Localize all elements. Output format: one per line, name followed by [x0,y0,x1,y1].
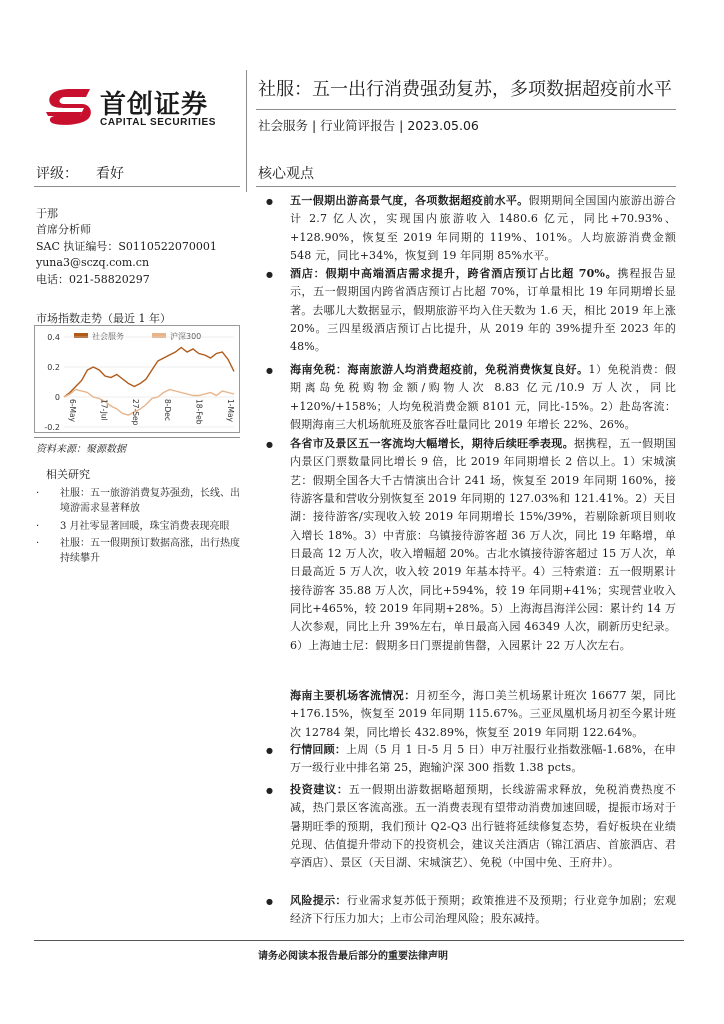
left-rule [34,186,240,187]
footer-rule [34,940,684,941]
x-tick-label: 8-Dec [162,399,172,421]
related-research-list [36,486,246,568]
chart-source: 资料来源：聚源数据 [36,444,126,455]
bullet-dot: · [36,520,40,532]
analyst-phone: 电话：021-58820297 [36,272,150,286]
y-tick-label: 0 [54,393,60,402]
x-tick-label: 1-May [226,399,235,422]
index-chart [34,325,240,433]
x-tick-label: 17-Jul [99,399,109,421]
y-tick-label: 0.2 [47,363,60,372]
company-name-cn: 首创证券 [100,90,209,120]
series-line [64,390,234,416]
related-item[interactable]: · 社服：五一旅游消费复苏强劲，长线、出境游需求显著释放 [36,488,240,515]
bullet-dot: · [36,488,40,499]
related-item[interactable]: · 3 月社零显著回暖，珠宝消费表现亮眼 [36,519,246,534]
header-divider [246,70,247,192]
legend-label: 社会服务 [92,332,124,341]
analyst-email[interactable]: yuna3@sczq.com.cn [36,256,150,270]
x-tick-label: 6-May [68,399,77,422]
core-paragraph: 五一假期出游高景气度，各项数据超疫前水平。假期期间全国国内旅游出游合计 2.7 亿人次，实现国内旅游收入 1480.6 亿元，同比+70.93%、+128.90%，恢复至 2019 年同期的 119%、101%。人均旅游消费金额 548 元，同比+34%，恢复到 19 年同期 85%水平。 [290,194,677,263]
core-paragraph: 酒店：假期中高端酒店需求提升，跨省酒店预订占比超 70%。携程报告显示，五一假期国内跨省酒店预订占比超 70%，订单量相比 19 年同期增长显著。去哪儿大数据显示，假期旅游平均入住天数为 1.6 天，相比 2019 年上涨 20%。三四星级酒店预订占比提升，从 2019 年的 39%提升至 2023 年的 48%。 [290,267,676,354]
analyst-info [36,206,217,288]
bullet-icon: ● [266,440,273,449]
report-title: 社服：五一出行消费强劲复苏，多项数据超疫前水平 [258,79,672,100]
chart-y-ticks [44,333,60,432]
chart-lines [64,348,234,416]
core-paragraph: 风险提示：行业需求复苏低于预期；政策推进不及预期；行业竞争加剧；宏观经济下行压力加大；上市公司治理风险；股东减持。 [290,894,676,926]
core-paragraph: 各省市及景区五一客流均大幅增长，期待后续旺季表现。据携程，五一假期国内景区门票数量同比增长 9 倍，比 2019 年同期增长 2 倍以上。1）宋城演艺：假期全国各大千古情演出合计 241 场，恢复至 2019 年同期 160%，接待游客量和营收分别恢复至 2019 年同期的 127.03%和 121.41%。2）天目湖：接待游客/实现收入较 2019 年同期增长 15%/39%，若剔除新项目则收入增长 18%。3）中青旅：乌镇接待游客超 36 万人次，同比 19 年略增，单日最高 12 万人次，收入增幅超 20%。古北水镇接待游客超过 15 万人次，单日最高近 5 万人次，收入较 2019 年基本持平。4）三特索道：五一假期累计接待游客 35.88 万人次，同比+594%，较 19 年同期+41%；实现营业收入同比+465%，较 2019 年同期+28%。5）上海海昌海洋公园：累计约 14 万人次参观，同比上升 39%左右，单日最高入园 46349 人次，刷新历史纪录。6）上海迪士尼：假期多日门票提前售罄，入园累计 22 万人次左右。 [290,437,676,652]
bullet-icon: ● [266,366,273,375]
bullet-icon: ● [266,270,273,279]
title-rule [256,109,676,110]
chart-title: 市场指数走势（最近 1 年） [36,312,171,325]
analyst-sac: SAC 执证编号：S0110522070001 [36,239,217,253]
rating [36,163,124,183]
bullet-dot: · [36,537,40,549]
y-tick-label: 0.4 [47,333,60,342]
bullet-icon: ● [266,197,273,206]
analyst-role: 首席分析师 [36,223,91,237]
series-line [64,348,234,398]
rating-value: 看好 [96,166,124,182]
bullet-icon: ● [266,746,273,755]
bullet-icon: ● [266,786,273,795]
x-tick-label: 18-Feb [194,399,204,425]
chart-grid [64,337,234,427]
analyst-name: 于那 [36,207,58,220]
related-research-title: 相关研究 [46,468,90,481]
core-paragraph: 投资建议：五一假期出游数据略超预期，长线游需求释放，免税消费热度不减，热门景区客流高涨。五一消费表现有望带动消费加速回暖，提振市场对于暑期旺季的预期，我们预计 Q2-Q3 出行链将延续修复态势，看好板块在业绩兑现、估值提升带动下的投资机会，建议关注酒店（锦江酒店、首旅酒店、君亭酒店）、景区（天目湖、宋城演艺）、免税（中国中免、王府井）。 [290,783,677,870]
core-rule [256,186,676,187]
legend-label: 沪深300 [170,332,202,341]
core-paragraph: 行情回顾：上周（5 月 1 日-5 月 5 日）申万社服行业指数涨幅-1.68%，在申万一级行业中排名第 25，跑输沪深 300 指数 1.38 pcts。 [290,743,676,775]
x-tick-label: 27-Sep [131,399,141,426]
legal-notice[interactable]: 请务必阅读本报告最后部分的重要法律声明 [258,951,448,962]
core-paragraph: 海南主要机场客流情况：月初至今，海口美兰机场累计班次 16677 架，同比+176.15%，恢复至 2019 年同期 115.67%。三亚凤凰机场月初至今累计班次 12784 架，同比增长 432.89%，恢复至 2019 年同期 122.64%。 [290,689,676,739]
company-logo-icon [44,86,94,126]
source-rule [34,437,240,438]
company-name-en: CAPITAL SECURITIES [100,117,216,128]
y-tick-label: -0.2 [44,423,60,432]
report-subtitle: 社会服务 | 行业简评报告 | 2023.05.06 [258,118,479,133]
related-item[interactable]: · 社服：五一假期预订数据高涨，出行热度持续攀升 [36,537,240,565]
chart-x-ticks [68,399,235,426]
bullet-icon: ● [266,897,273,906]
core-paragraph: 海南免税：海南旅游人均消费超疫前，免税消费恢复良好。1）免税消费：假期离岛免税购物金额/购物人次 8.83 亿元/10.9 万人次，同比+120%/+158%；人均免税消费金额 8101 元，同比-15%。2）赴岛客流：假期海南三大机场航班及旅客吞吐量同比 2019 年增长 22%、26%。 [290,363,676,432]
chart-legend [74,331,201,341]
rating-label: 评级： [36,166,78,182]
core-views-title: 核心观点 [258,166,314,182]
